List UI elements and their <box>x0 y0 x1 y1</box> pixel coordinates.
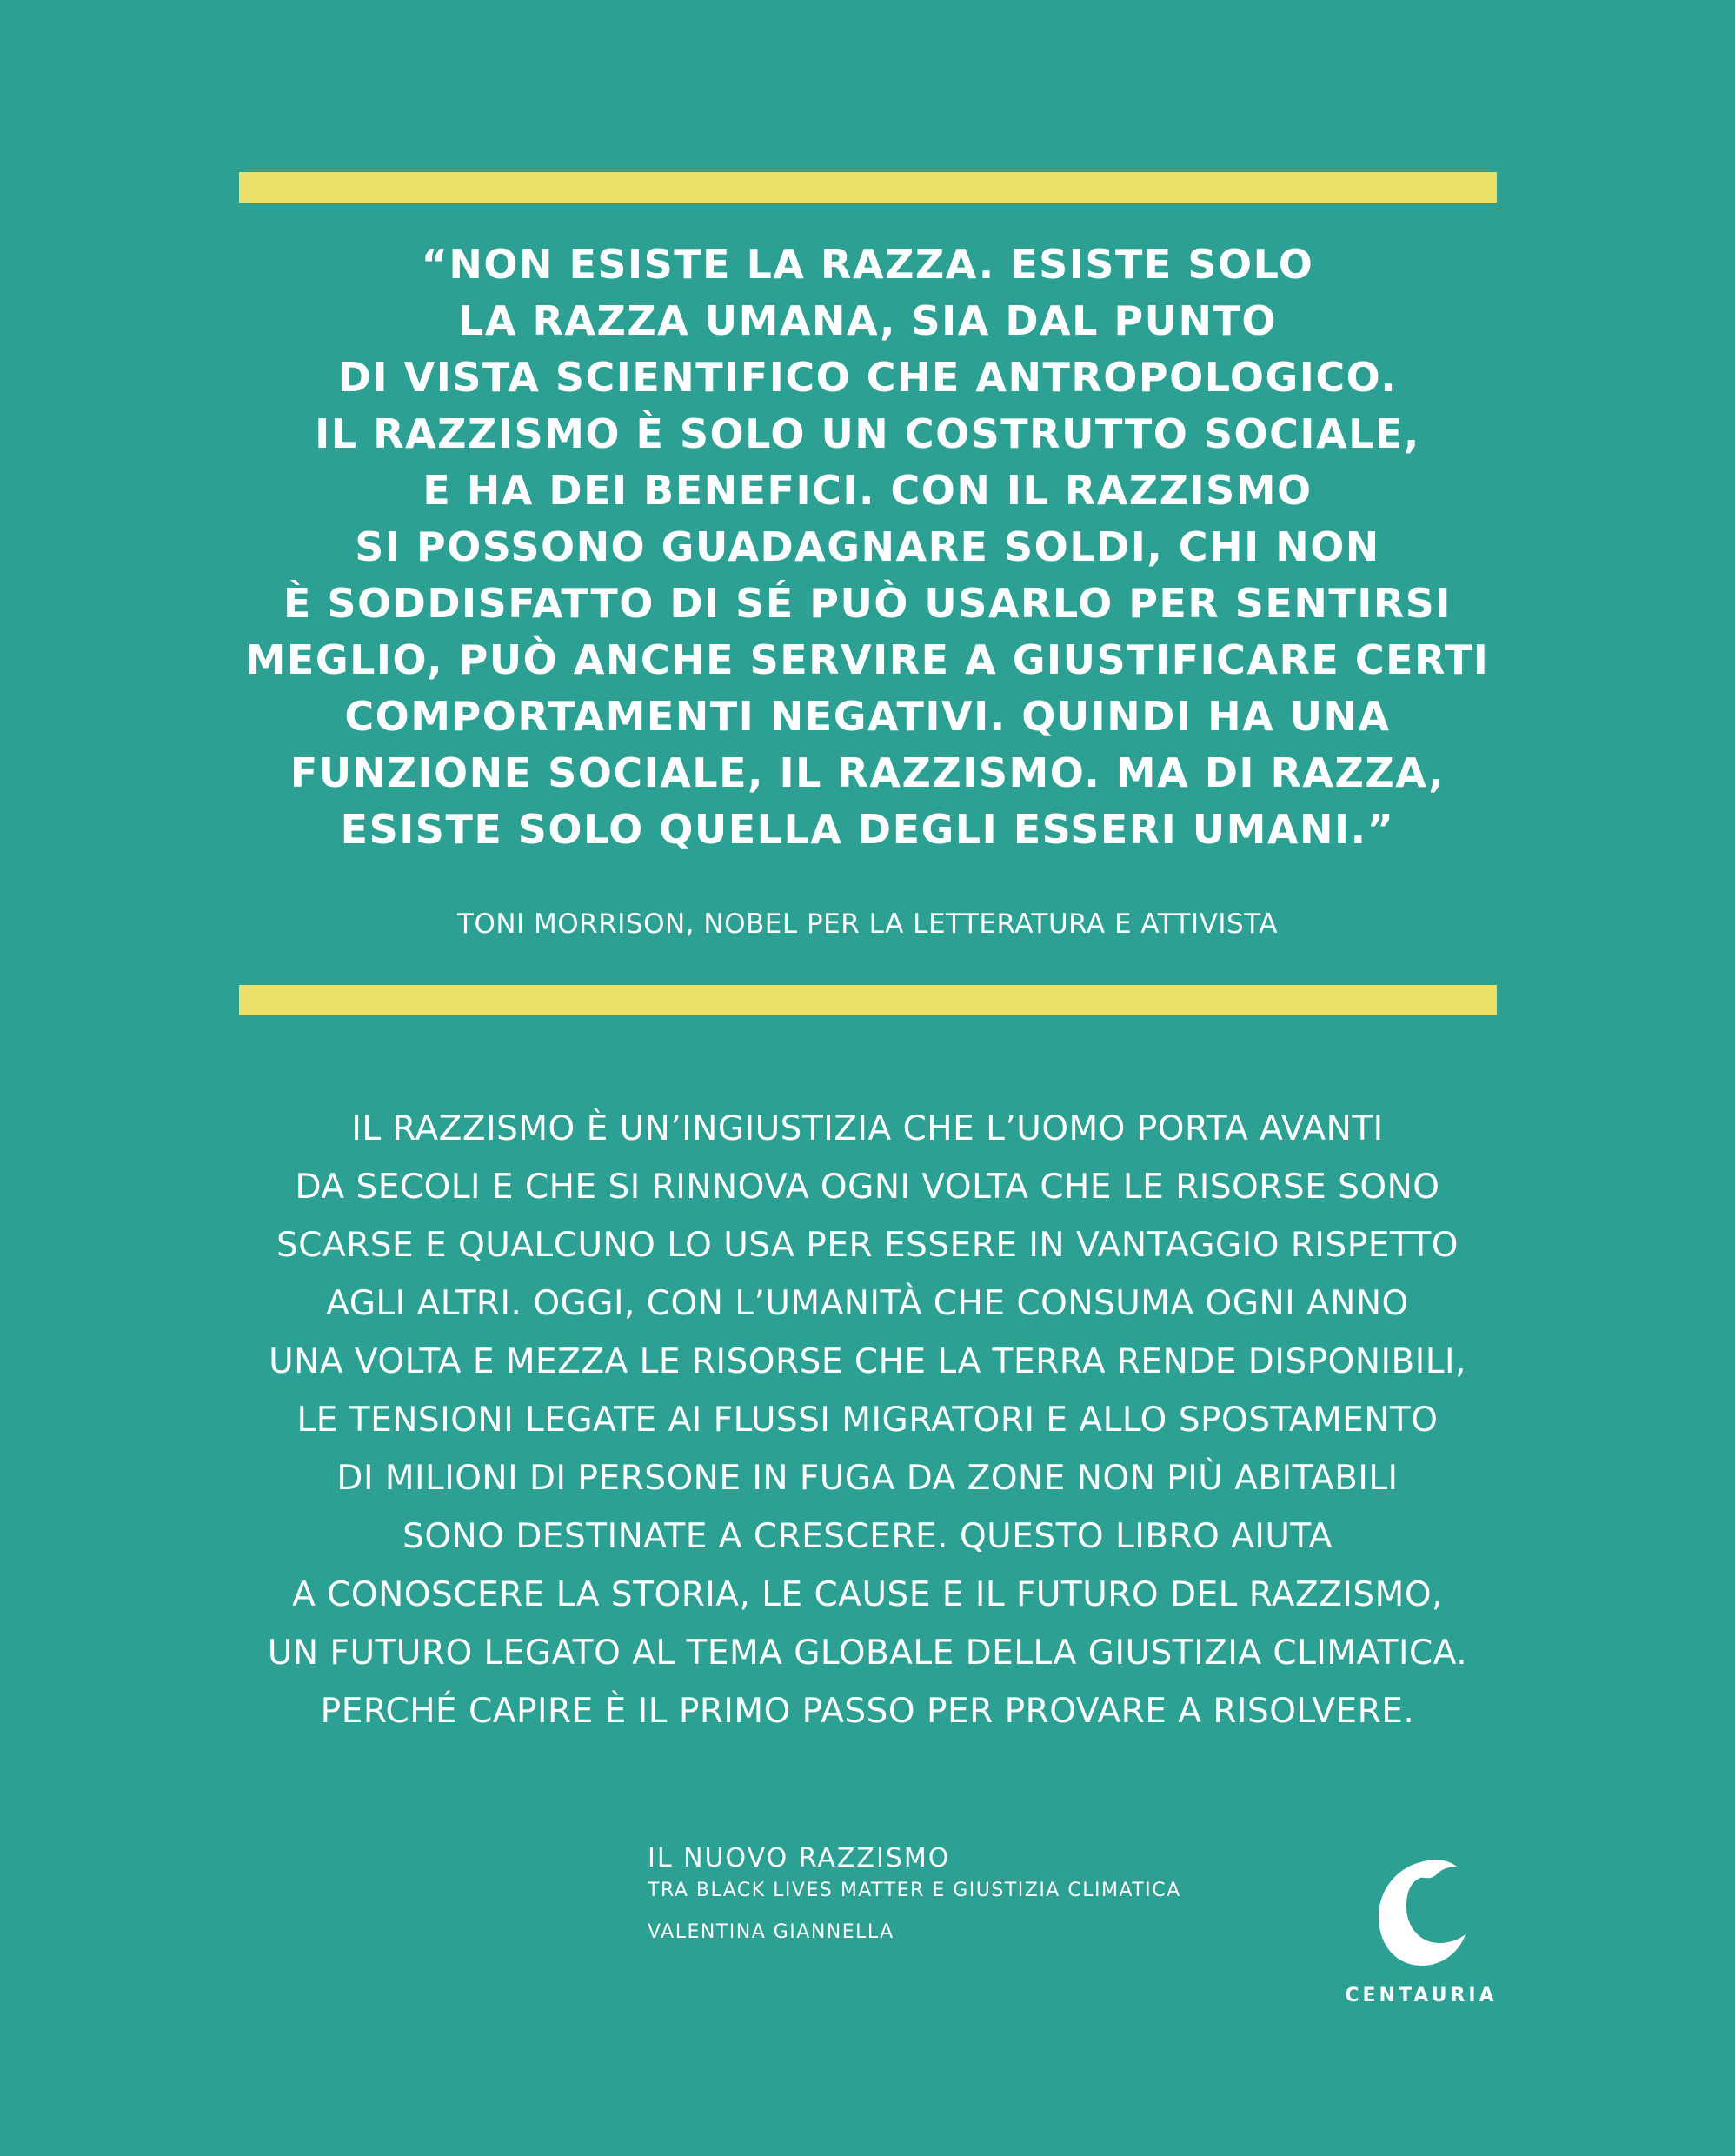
book-info <box>648 1841 1181 1947</box>
quote-line: E HA DEI BENEFICI. CON IL RAZZISMO <box>422 467 1313 514</box>
book-subtitle: TRA BLACK LIVES MATTER E GIUSTIZIA CLIMATICA <box>648 1880 1181 1901</box>
description-line: UN FUTURO LEGATO AL TEMA GLOBALE DELLA GIUSTIZIA CLIMATICA. <box>267 1634 1468 1673</box>
description-line: LE TENSIONI LEGATE AI FLUSSI MIGRATORI E ALLO SPOSTAMENTO <box>296 1401 1439 1440</box>
top-accent-rule <box>239 172 1497 203</box>
quote-line: LA RAZZA UMANA, SIA DAL PUNTO <box>458 297 1277 344</box>
centauria-c-logo-icon <box>1373 1856 1469 1969</box>
publisher-logo <box>1339 1856 1504 2006</box>
description-line: UNA VOLTA E MEZZA LE RISORSE CHE LA TERRA RENDE DISPONIBILI, <box>269 1342 1466 1381</box>
publisher-name: CENTAURIA <box>1345 1985 1498 2006</box>
quote-line: MEGLIO, PUÒ ANCHE SERVIRE A GIUSTIFICARE CERTI <box>245 636 1490 683</box>
description-line: PERCHÉ CAPIRE È IL PRIMO PASSO PER PROVARE A RISOLVERE. <box>320 1692 1415 1731</box>
description-line: DI MILIONI DI PERSONE IN FUGA DA ZONE NON PIÙ ABITABILI <box>336 1459 1399 1498</box>
description-line: IL RAZZISMO È UN’INGIUSTIZIA CHE L’UOMO PORTA AVANTI <box>351 1109 1384 1148</box>
book-author: VALENTINA GIANNELLA <box>648 1921 894 1943</box>
quote-line: SI POSSONO GUADAGNARE SOLDI, CHI NON <box>355 523 1380 570</box>
quote-line: FUNZIONE SOCIALE, IL RAZZISMO. MA DI RAZZA, <box>289 749 1446 796</box>
description-line: AGLI ALTRI. OGGI, CON L’UMANITÀ CHE CONSUMA OGNI ANNO <box>326 1284 1409 1323</box>
quote-line: DI VISTA SCIENTIFICO CHE ANTROPOLOGICO. <box>337 354 1398 401</box>
quote-line: IL RAZZISMO È SOLO UN COSTRUTTO SOCIALE, <box>315 410 1420 457</box>
quote-line: ESISTE SOLO QUELLA DEGLI ESSERI UMANI.” <box>340 806 1395 853</box>
quote-attribution: TONI MORRISON, NOBEL PER LA LETTERATURA E ATTIVISTA <box>457 908 1278 940</box>
description-text <box>130 1100 1605 1740</box>
book-title: IL NUOVO RAZZISMO <box>648 1843 951 1873</box>
quote-text <box>130 236 1605 858</box>
description-line: SCARSE E QUALCUNO LO USA PER ESSERE IN VANTAGGIO RISPETTO <box>276 1226 1459 1265</box>
description-line: A CONOSCERE LA STORIA, LE CAUSE E IL FUTURO DEL RAZZISMO, <box>292 1575 1443 1614</box>
description-line: DA SECOLI E CHE SI RINNOVA OGNI VOLTA CHE LE RISORSE SONO <box>295 1168 1440 1207</box>
quote-line: È SODDISFATTO DI SÉ PUÒ USARLO PER SENTIRSI <box>283 580 1452 627</box>
quote-line: “NON ESISTE LA RAZZA. ESISTE SOLO <box>421 241 1314 288</box>
bottom-accent-rule <box>239 985 1497 1015</box>
description-line: SONO DESTINATE A CRESCERE. QUESTO LIBRO AIUTA <box>402 1517 1333 1556</box>
quote-line: COMPORTAMENTI NEGATIVI. QUINDI HA UNA <box>344 693 1391 740</box>
